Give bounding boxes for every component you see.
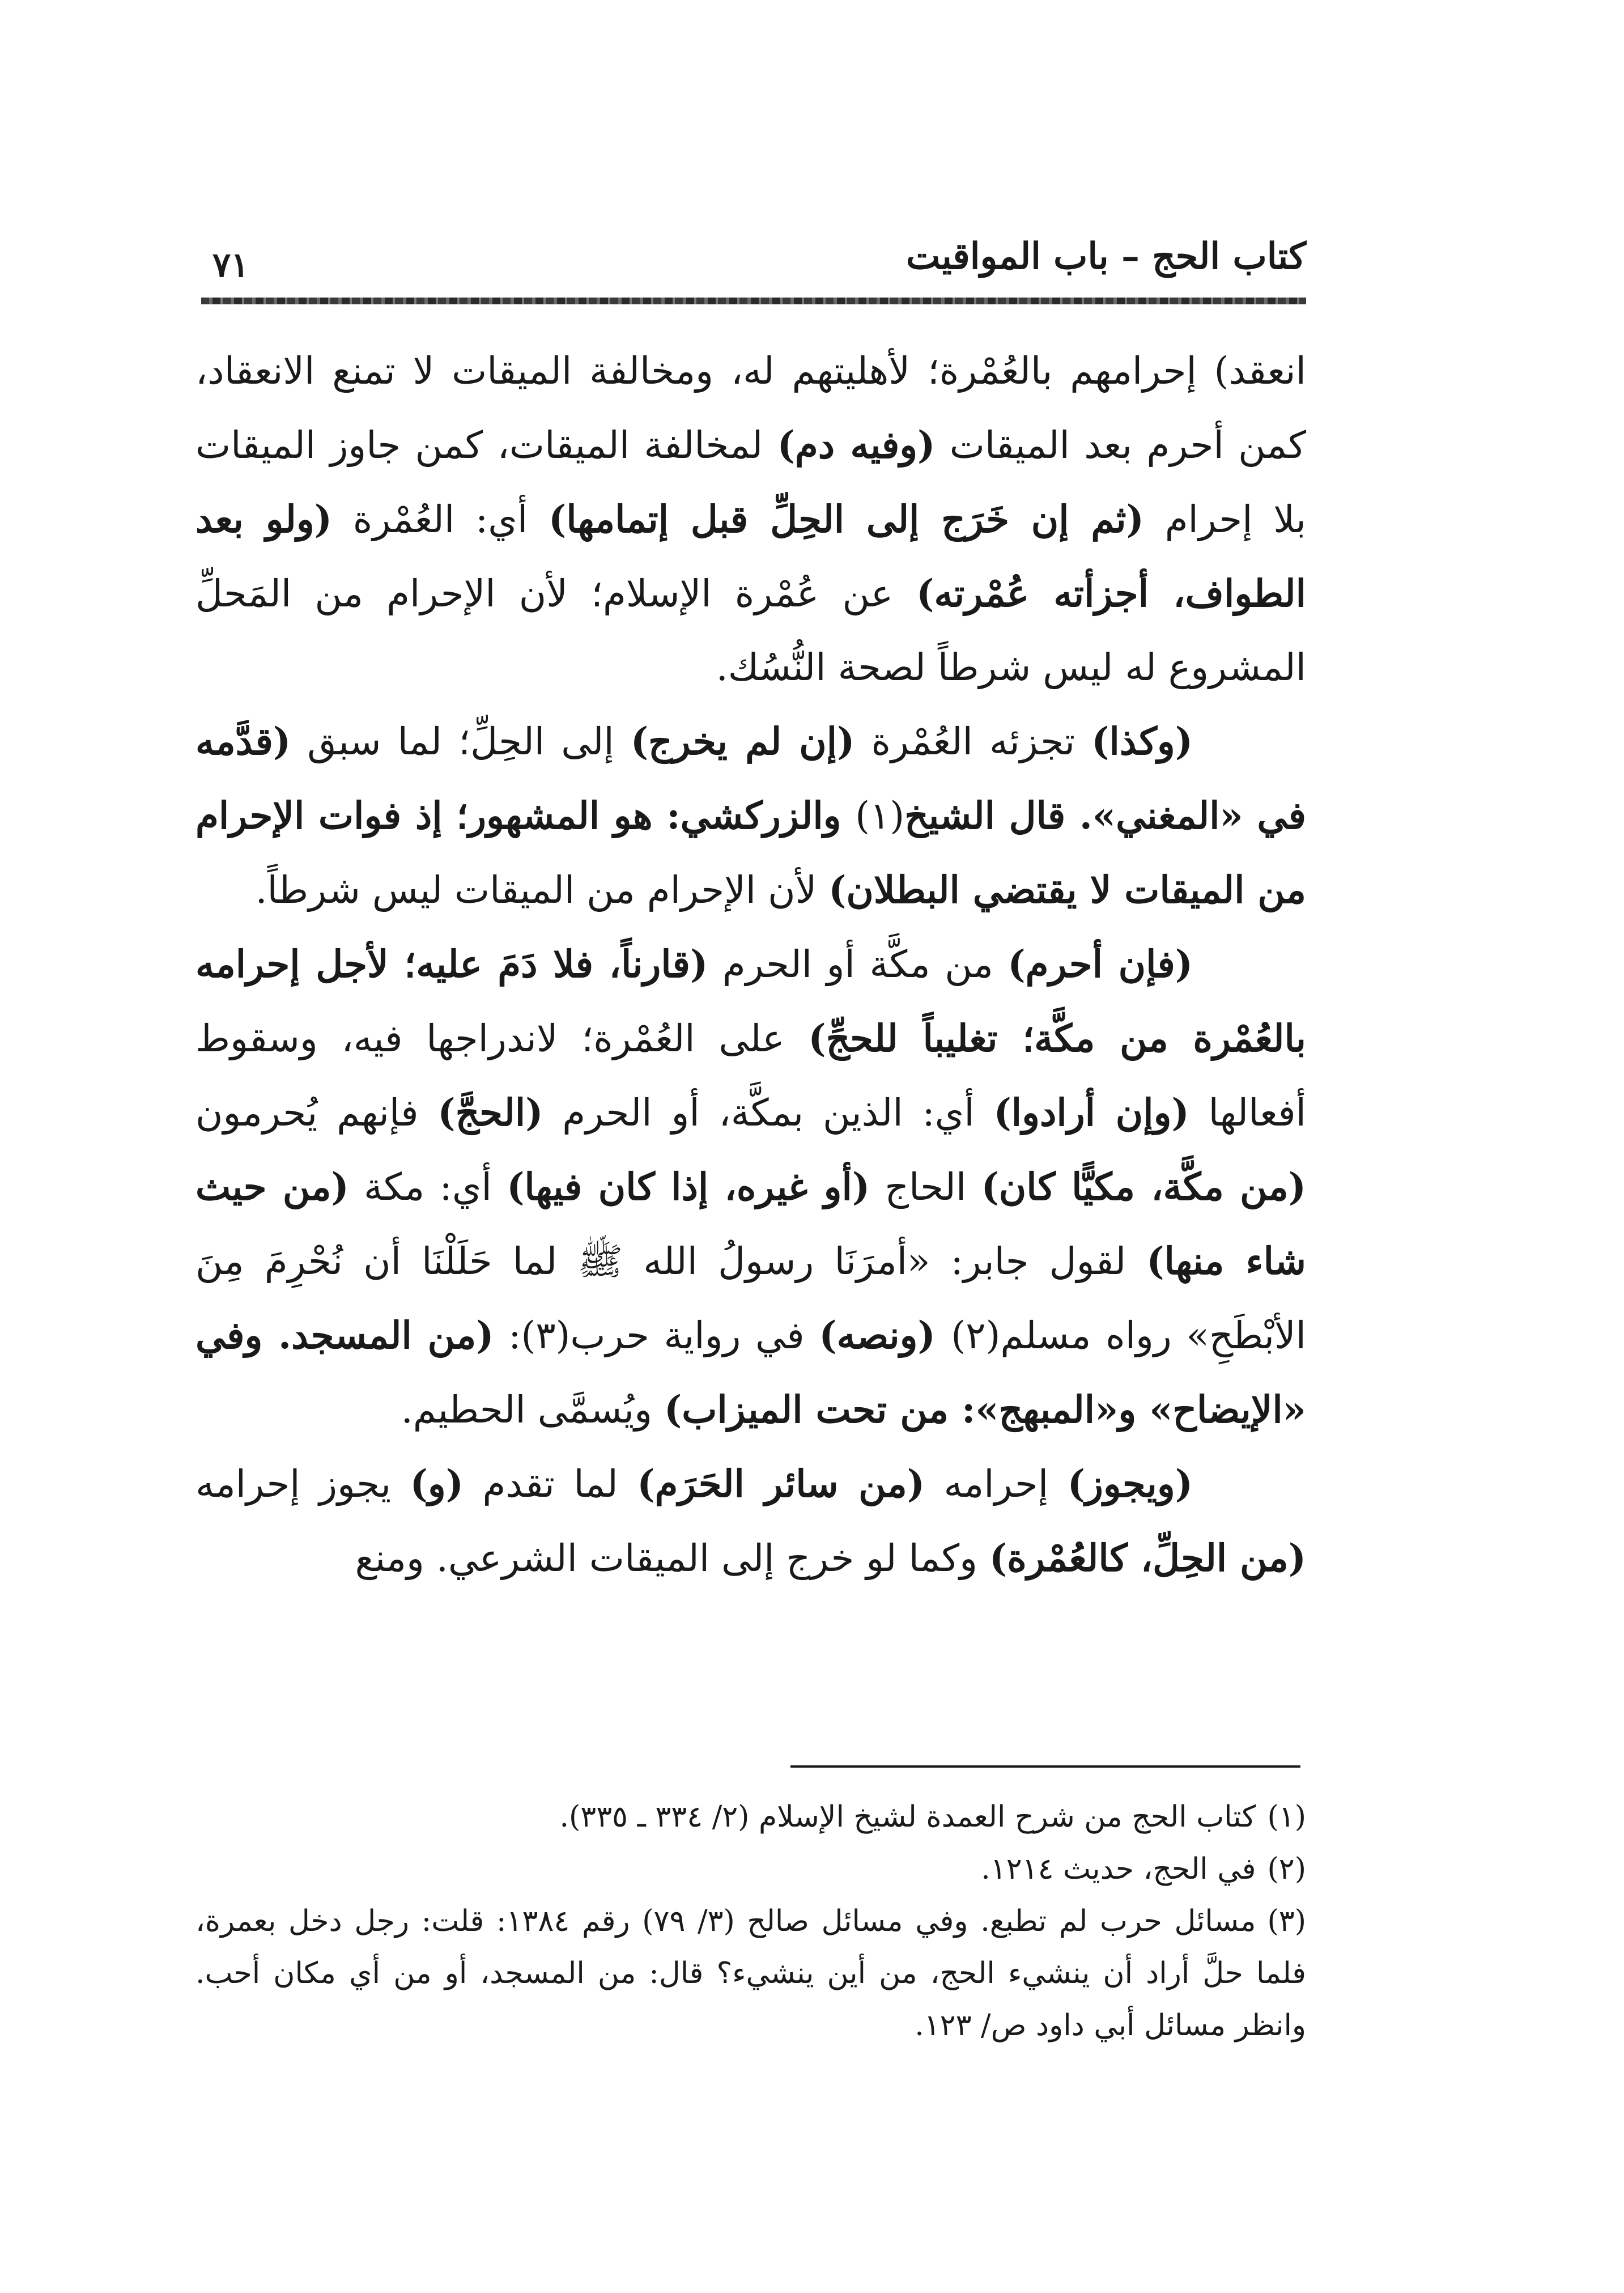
- footnote-mark: (٣): [1267, 1904, 1306, 1938]
- footnote-mark: (١): [1267, 1800, 1306, 1834]
- bold-segment: (ثم إن خَرَج إلى الحِلِّ قبل إتمامها): [549, 497, 1144, 541]
- bold-segment: (من حيث شاء منها): [195, 1165, 1306, 1283]
- text-segment: لأن الإحرام من الميقات ليس شرطاً.: [255, 868, 829, 912]
- bold-segment: (قارناً، فلا دَمَ عليه؛ لأجل إحرامه بالعُمْرة من مكَّة؛ تغليباً للحجِّ): [195, 942, 1306, 1060]
- text-segment: من مكَّة أو الحرم: [708, 942, 1008, 986]
- text-segment: أي: الذين بمكَّة، أو الحرم: [543, 1091, 994, 1135]
- page-header: [201, 224, 1306, 303]
- bold-segment: (ولو بعد الطواف، أجزأته عُمْرته): [195, 497, 1306, 615]
- page-number: ٧١: [212, 245, 249, 285]
- text-segment: لقول جابر: «أمرَنَا رسولُ الله ﷺ لما حَلَلْنَا أن نُحْرِمَ مِنَ الأبْطَحِ» رواه مسلم: [195, 1239, 1306, 1357]
- text-segment: أي: مكة: [348, 1165, 507, 1209]
- bold-segment: (من مكَّة، مكيًّا كان): [981, 1165, 1306, 1209]
- text-segment: لما تقدم: [464, 1462, 637, 1506]
- running-title: كتاب الحج – باب المواقيت: [906, 235, 1306, 278]
- text-segment: إلى الحِلِّ؛ لما سبق: [291, 720, 631, 763]
- footnote-2: [195, 1843, 1306, 1895]
- text-segment: :: [494, 1314, 521, 1357]
- paragraph: [195, 334, 1306, 704]
- text-segment: انعقد) إحرامهم بالعُمْرة؛ لأهليتهم له، ومخالفة الميقات لا تمنع الانعقاد، كمن أحرم بعد الميقات: [195, 349, 1306, 467]
- bold-segment: (وكذا): [1091, 719, 1193, 763]
- text-segment: لمخالفة الميقات، كمن جاوز الميقات بلا إحرام: [195, 423, 1306, 541]
- bold-segment: والزركشي: هو المشهور؛ إذ فوات الإحرام من الميقات لا يقتضي البطلان): [195, 793, 1306, 912]
- paragraph: [195, 1447, 1306, 1595]
- footnote-text: مسائل حرب لم تطبع. وفي مسائل صالح (٣/ ٧٩) رقم ١٣٨٤: قلت: رجل دخل بعمرة، فلما حلَّ أراد أن ينشيء الحج، من أين ينشيء؟ قال: من المسجد، أو من أي مكان أحب. وانظر مسائل أبي داود ص/ ١٢٣.: [195, 1904, 1306, 2043]
- bold-segment: (من سائر الحَرَم): [637, 1462, 925, 1506]
- text-segment: في رواية حرب: [570, 1314, 819, 1357]
- footnotes: [195, 1791, 1306, 2052]
- footnote-separator: [790, 1765, 1300, 1768]
- text-segment: وكما لو خرج إلى الميقات الشرعي. ومنع: [355, 1536, 990, 1580]
- bold-segment: (من المسجد. وفي «الإيضاح» و«المبهج»: من تحت الميزاب): [195, 1313, 1306, 1432]
- bold-segment: (ونصه): [819, 1313, 951, 1357]
- text-segment: الحاج: [870, 1165, 981, 1209]
- bold-segment: (الحجَّ): [437, 1090, 543, 1135]
- text-segment: عن عُمْرة الإسلام؛ لأن الإحرام من المَحلِّ المشروع له ليس شرطاً لصحة النُّسُك.: [195, 572, 1306, 689]
- header-divider: [201, 298, 1306, 304]
- text-segment: فإنهم يُحرمون: [195, 1091, 438, 1135]
- bold-segment: (قدَّمه في «المغني». قال الشيخ: [195, 719, 1306, 838]
- text-segment: (٣): [521, 1314, 571, 1357]
- text-segment: على العُمْرة؛ لاندراجها فيه، وسقوط أفعالها: [195, 1017, 1306, 1135]
- text-segment: (٢): [951, 1314, 1001, 1357]
- main-text: [195, 334, 1306, 1595]
- paragraph: [195, 927, 1306, 1447]
- bold-segment: (ويجوز): [1067, 1462, 1193, 1506]
- bold-segment: (من الحِلِّ، كالعُمْرة): [989, 1536, 1306, 1580]
- bold-segment: (أو غيره، إذا كان فيها): [507, 1165, 870, 1209]
- footnote-mark: (٢): [1267, 1852, 1306, 1886]
- footnote-1: [195, 1791, 1306, 1843]
- bold-segment: (إن لم يخرج): [630, 719, 855, 763]
- bold-segment: (وفيه دم): [777, 423, 936, 467]
- text-segment: أي: العُمْرة: [331, 498, 549, 541]
- bold-segment: (وإن أرادوا): [993, 1090, 1189, 1135]
- footnote-text: في الحج، حديث ١٢١٤.: [981, 1852, 1256, 1886]
- bold-segment: (و): [410, 1462, 464, 1506]
- footnote-3: [195, 1895, 1306, 2052]
- bold-segment: (فإن أحرم): [1007, 942, 1193, 986]
- text-segment: (١): [855, 794, 905, 838]
- paragraph: [195, 704, 1306, 927]
- text-segment: ويُسمَّى الحطيم.: [401, 1388, 664, 1432]
- text-segment: يجوز إحرامه: [195, 1462, 410, 1506]
- text-segment: تجزئه العُمْرة: [854, 720, 1092, 763]
- text-segment: إحرامه: [924, 1462, 1068, 1506]
- footnote-text: كتاب الحج من شرح العمدة لشيخ الإسلام (٢/ ٣٣٤ ـ ٣٣٥).: [559, 1800, 1256, 1834]
